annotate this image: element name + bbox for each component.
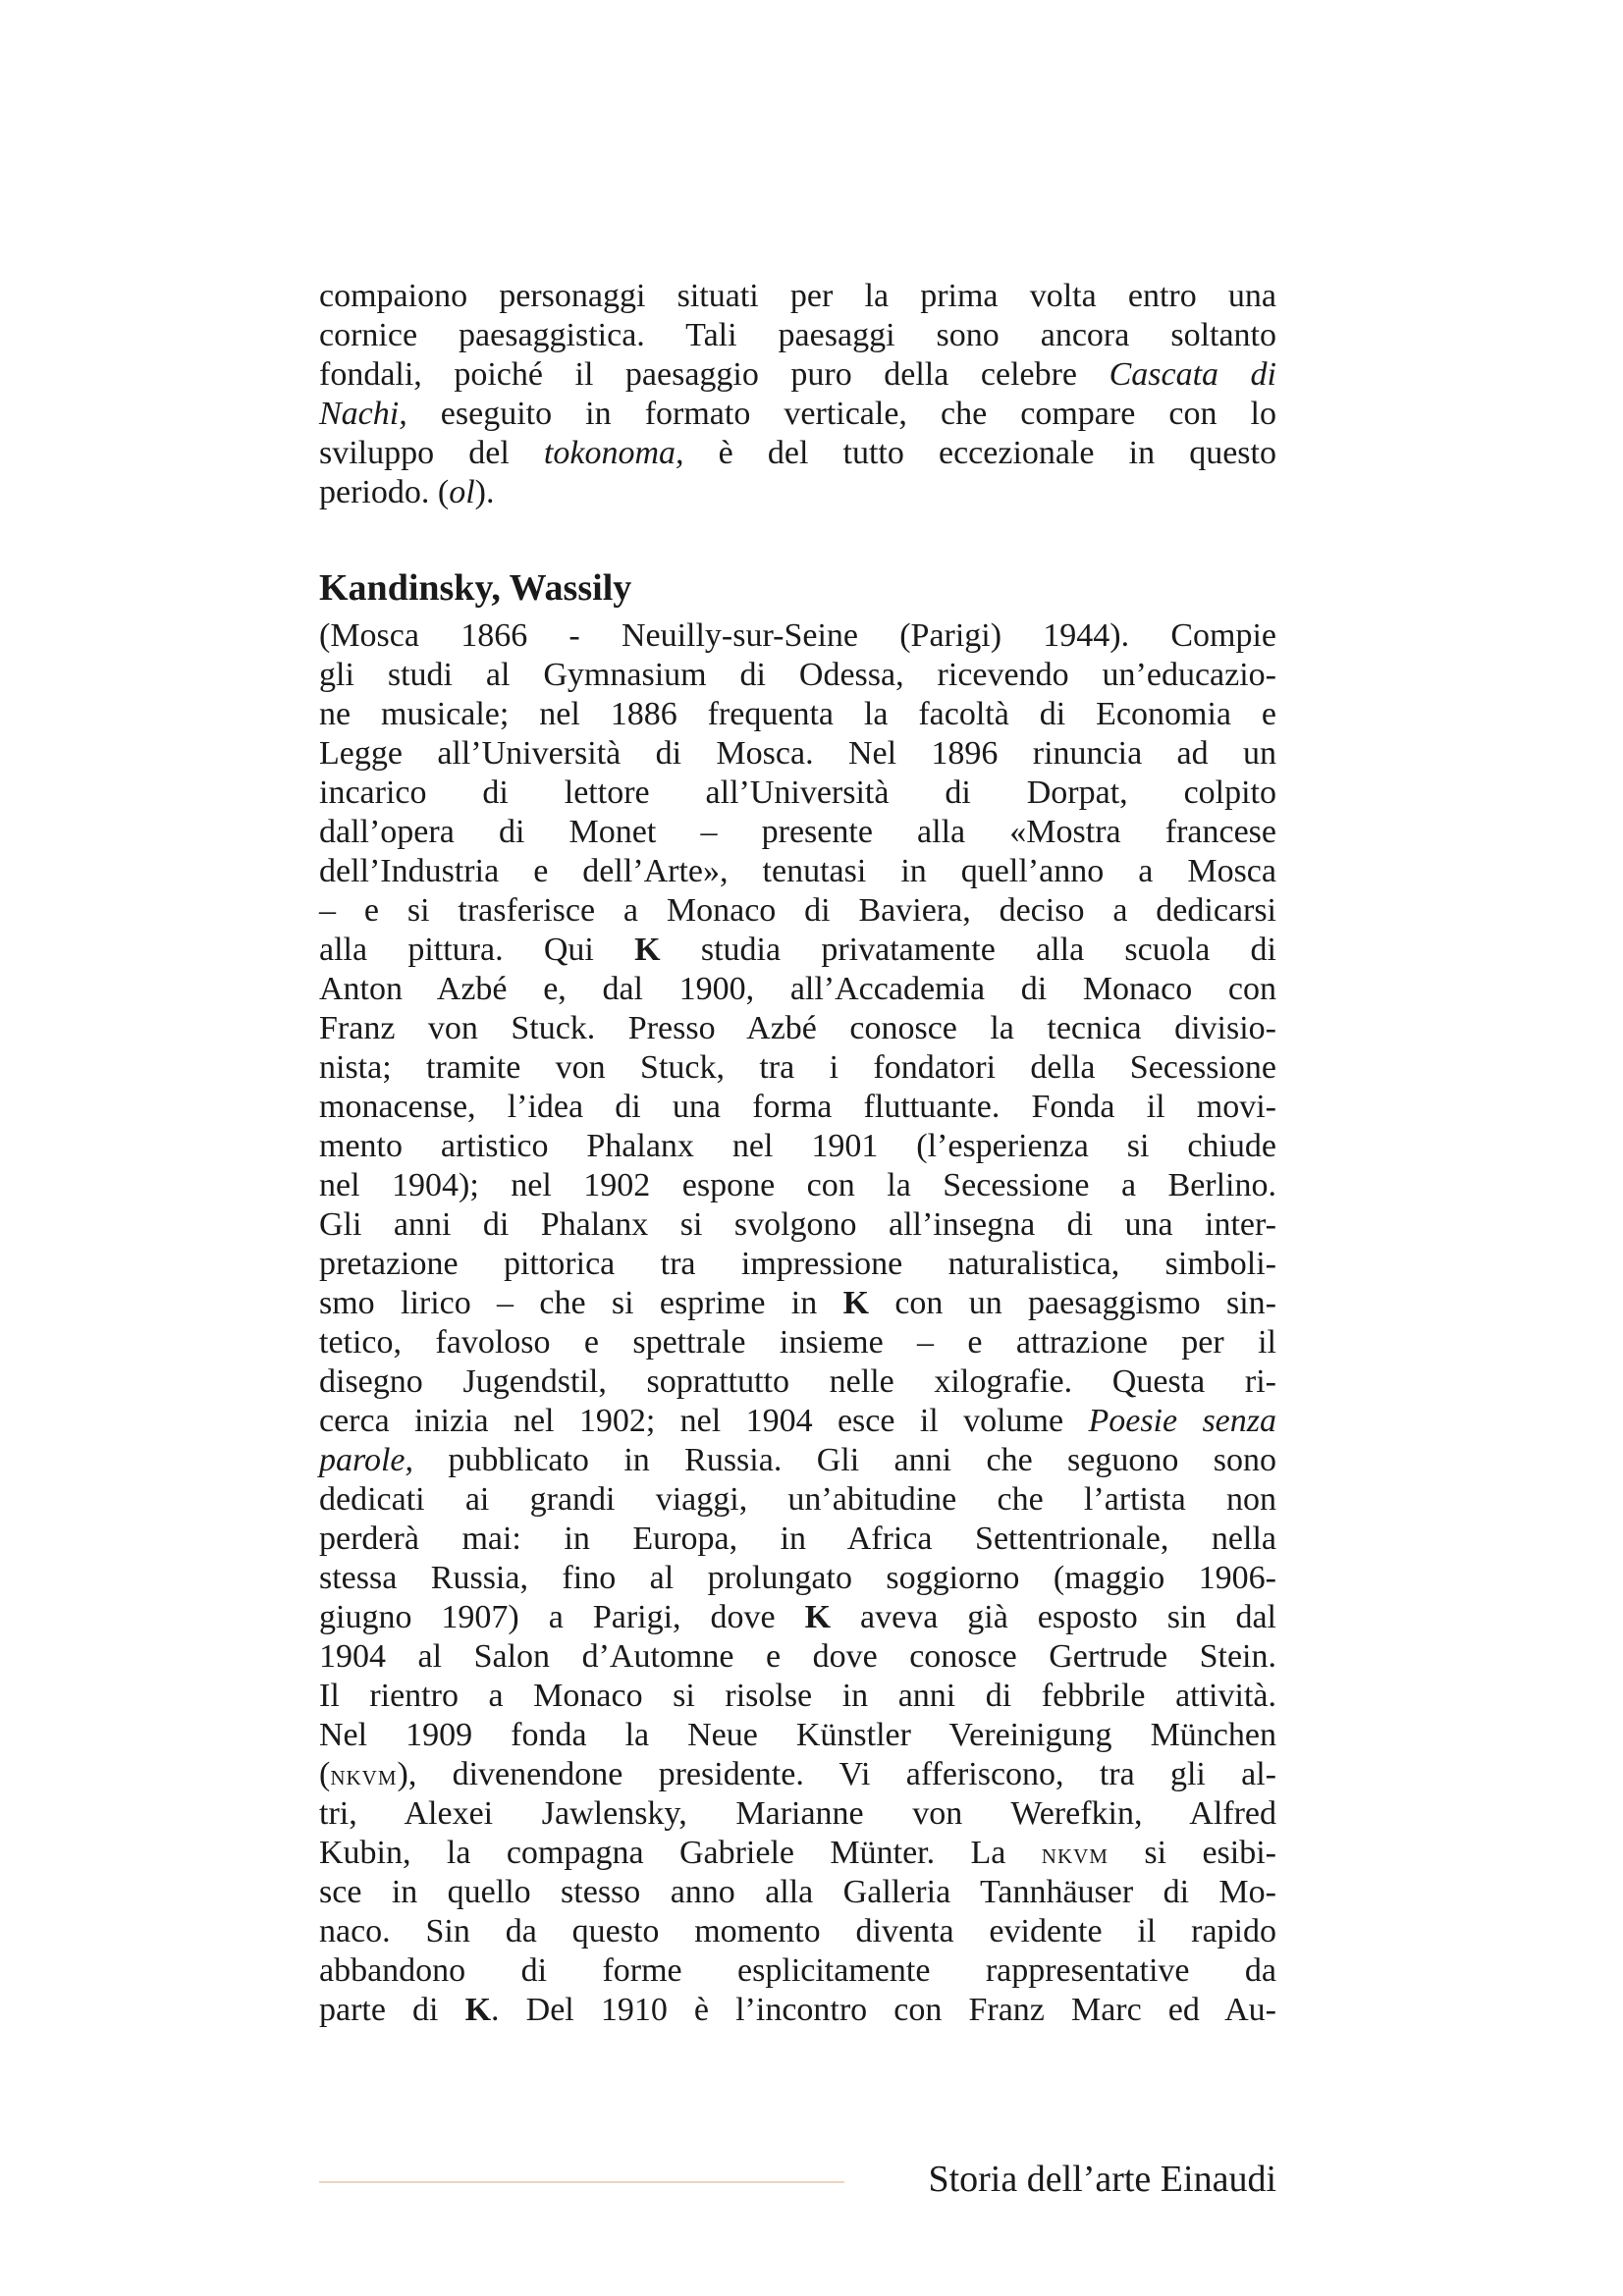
text-fragment: cerca inizia nel 1902; nel 1904 esce il volume: [319, 1403, 1089, 1439]
text-line: [319, 1755, 1276, 1794]
text-fragment: studia privatamente alla scuola di: [660, 932, 1276, 968]
text-line: [319, 473, 1276, 512]
text-fragment: periodo. (: [319, 474, 450, 510]
text-fragment: parte di: [319, 1992, 465, 2028]
book-title: Poesie senza: [1088, 1403, 1277, 1439]
text-line: gli studi al Gymnasium di Odessa, ricevendo un’educazio-: [319, 657, 1276, 693]
text-line: [319, 1598, 1276, 1637]
text-line: [319, 1834, 1276, 1873]
text-line: dall’opera di Monet – presente alla «Mostra francese: [319, 814, 1276, 850]
text-line: perderà mai: in Europa, in Africa Settentrionale, nella: [319, 1521, 1276, 1557]
text-line: tetico, favoloso e spettrale insieme – e attrazione per il: [319, 1324, 1276, 1361]
text-line: 1904 al Salon d’Automne e dove conosce Gertrude Stein.: [319, 1638, 1276, 1675]
text-fragment: . Del 1910 è l’incontro con Franz Marc ed Au-: [491, 1992, 1276, 2028]
text-line: (Mosca 1866 - Neuilly-sur-Seine (Parigi) 1944). Compie: [319, 617, 1276, 654]
text-fragment: smo lirico – che si esprime in: [319, 1285, 843, 1321]
artist-abbrev: K: [804, 1599, 832, 1635]
text-fragment: pubblicato in Russia. Gli anni che seguono sono: [413, 1442, 1276, 1478]
text-line: dell’Industria e dell’Arte», tenutasi in quell’anno a Mosca: [319, 853, 1276, 889]
artist-abbrev: K: [464, 1992, 492, 2028]
acronym: nkvm: [1041, 1838, 1109, 1870]
text-line: Anton Azbé e, dal 1900, all’Accademia di Monaco con: [319, 971, 1276, 1007]
text-line: pretazione pittorica tra impressione naturalistica, simboli-: [319, 1246, 1276, 1282]
text-fragment: è del tutto eccezionale in questo: [683, 435, 1276, 471]
text-line: nel 1904); nel 1902 espone con la Secessione a Berlino.: [319, 1167, 1276, 1203]
text-fragment: (: [319, 1756, 331, 1792]
text-line: [319, 395, 1276, 434]
text-line: incarico di lettore all’Università di Dorpat, colpito: [319, 774, 1276, 811]
text-line: Nel 1909 fonda la Neue Künstler Vereinigung München: [319, 1717, 1276, 1753]
text-fragment: ).: [474, 474, 495, 510]
entry-title: Kandinsky, Wassily: [319, 567, 632, 609]
text-column: [319, 277, 1276, 2030]
text-line: [319, 1991, 1276, 2030]
text-fragment: con un paesaggismo sin-: [869, 1285, 1276, 1321]
footer-title: Storia dell’arte Einaudi: [928, 2159, 1276, 2200]
text-line: – e si trasferisce a Monaco di Baviera, deciso a dedicarsi: [319, 892, 1276, 929]
text-fragment: aveva già esposto sin dal: [831, 1599, 1276, 1635]
intro-paragraph: [319, 277, 1276, 512]
text-line: stessa Russia, fino al prolungato soggiorno (maggio 1906-: [319, 1560, 1276, 1596]
text-line: Il rientro a Monaco si risolse in anni di febbrile attività.: [319, 1678, 1276, 1714]
author-initials: ol: [449, 474, 475, 510]
artist-abbrev: K: [842, 1285, 870, 1321]
text-line: ne musicale; nel 1886 frequenta la facoltà di Economia e: [319, 696, 1276, 732]
text-line: disegno Jugendstil, soprattutto nelle xilografie. Questa ri-: [319, 1363, 1276, 1400]
text-fragment: ), divenendone presidente. Vi afferiscono, tra gli al-: [397, 1756, 1276, 1792]
text-line: Legge all’Università di Mosca. Nel 1896 rinuncia ad un: [319, 735, 1276, 772]
text-fragment: alla pittura. Qui: [319, 932, 635, 968]
text-line: Gli anni di Phalanx si svolgono all’insegna di una inter-: [319, 1206, 1276, 1243]
text-line: monacense, l’idea di una forma fluttuante. Fonda il movi-: [319, 1089, 1276, 1125]
text-line: [319, 1441, 1276, 1480]
text-line: Franz von Stuck. Presso Azbé conosce la tecnica divisio-: [319, 1010, 1276, 1046]
artist-abbrev: K: [634, 932, 661, 968]
text-fragment: eseguito in formato verticale, che compare con lo: [406, 396, 1276, 432]
text-fragment: si esibi-: [1108, 1835, 1276, 1871]
text-line: naco. Sin da questo momento diventa evidente il rapido: [319, 1913, 1276, 1949]
entry-kandinsky: [319, 563, 1276, 2030]
text-line: compaiono personaggi situati per la prima volta entro una: [319, 278, 1276, 314]
text-line: mento artistico Phalanx nel 1901 (l’esperienza si chiude: [319, 1128, 1276, 1164]
text-line: [319, 355, 1276, 395]
term-italic: tokonoma,: [543, 435, 684, 471]
footer-rule: [319, 2181, 844, 2183]
text-fragment: giugno 1907) a Parigi, dove: [319, 1599, 805, 1635]
artwork-title: Nachi,: [319, 396, 407, 432]
acronym: nkvm: [330, 1759, 398, 1791]
paragraph-gap: [319, 512, 1276, 563]
text-line: sce in quello stesso anno alla Galleria Tannhäuser di Mo-: [319, 1874, 1276, 1910]
text-fragment: sviluppo del: [319, 435, 544, 471]
text-fragment: fondali, poiché il paesaggio puro della celebre: [319, 356, 1109, 393]
text-line: [319, 1284, 1276, 1323]
text-line: nista; tramite von Stuck, tra i fondatori della Secessione: [319, 1049, 1276, 1086]
text-line: [319, 1402, 1276, 1441]
text-line: dedicati ai grandi viaggi, un’abitudine che l’artista non: [319, 1481, 1276, 1518]
book-title: parole,: [319, 1442, 414, 1478]
artwork-title: Cascata di: [1109, 356, 1276, 393]
text-line: cornice paesaggistica. Tali paesaggi sono ancora soltanto: [319, 317, 1276, 353]
text-line: tri, Alexei Jawlensky, Marianne von Werefkin, Alfred: [319, 1795, 1276, 1832]
text-line: [319, 434, 1276, 473]
text-line: [319, 931, 1276, 970]
text-line: abbandono di forme esplicitamente rappresentative da: [319, 1952, 1276, 1989]
text-fragment: Kubin, la compagna Gabriele Münter. La: [319, 1835, 1042, 1871]
